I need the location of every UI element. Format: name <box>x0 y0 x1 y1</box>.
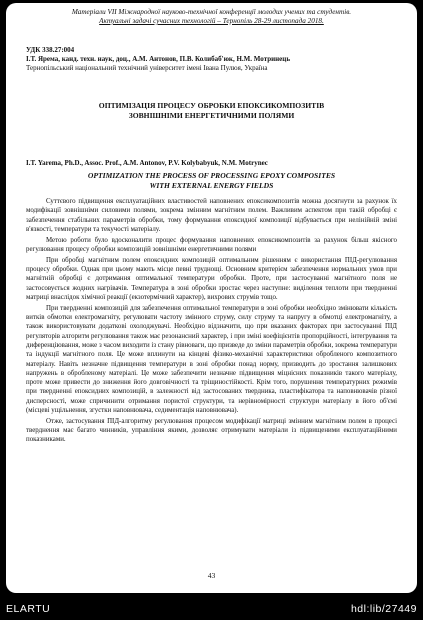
paragraph: Отже, застосування ПІД-алгоритму регулювання процесом модифікації матриці змінним магнітним полем в процесі тверднення має багато чинників, управління якими, дозволяє отримувати матеріали із підвищеними експлуатаційними показниками. <box>26 417 397 444</box>
header-line-2: Актуальні задачі сучасних технологій – Тернопіль 28-29 листопада 2018. <box>99 17 324 25</box>
repository-footer <box>0 600 423 620</box>
authors-en: I.T. Yarema, Ph.D., Assoc. Prof., A.M. Antonov, P.V. Kolybabyuk, N.M. Motrynec <box>26 159 268 167</box>
repository-name: ELARTU <box>6 603 51 615</box>
page-number: 43 <box>207 571 216 580</box>
header-line-1: Матеріали VII Міжнародної науково-технічної конференції молодих учених та студентів. <box>71 8 352 16</box>
title-uk: ОПТИМІЗАЦІЯ ПРОЦЕСУ ОБРОБКИ ЕПОКСИКОМПОЗИТІВ ЗОВНІШНІМИ ЕНЕРГЕТИЧНИМИ ПОЛЯМИ <box>98 101 325 120</box>
affiliation: Тернопільський національний технічний університет імені Івана Пулюя, Україна <box>26 64 268 73</box>
article-body <box>26 197 397 446</box>
document-page <box>6 3 417 593</box>
authors-uk: І.Т. Ярема, канд. техн. наук, доц., А.М. Антонов, П.В. Колибаб'юк, Н.М. Мотринець <box>26 55 291 64</box>
handle-id: hdl:lib/27449 <box>350 603 417 615</box>
running-header <box>26 8 397 26</box>
paragraph: Метою роботи було вдосконалити процес формування наповнених епоксикомпозитів за рахунок більш якісного регулювання процесу обробки композицій зовнішніми енергетичними полями <box>26 236 397 253</box>
paragraph: Суттєвого підвищення експлуатаційних властивостей наповнених епоксикомпозитів можна досягнути за рахунок їх модифікації зовнішніми силовими полями, зокрема змінним магнітним полем. Важливим аспектом при такій обробці є забезпечення стабільних параметрів обробки, тому формування епоксидної композиції відбувається при нелінійній зміні в'язкості, температури та текучості матеріалу. <box>26 198 397 233</box>
title-en: OPTIMIZATION THE PROCESS OF PROCESSING EPOXY COMPOSITES WITH EXTERNAL ENERGY FIELDS <box>87 171 336 190</box>
paragraph: При твердненні композицій для забезпечення оптимальної температури в зоні обробки необхідно змінювати кількість витків обмотки електромагніту, регулювати частоту змінного струму, силу струму та напругу в обмотці електромагніту, а також використовувати додаткові охолоджувачі. Необхідно відзначити, що при вказаних факторах при застосуванні ПІД регуляторів алгоритм регулювання також має резонансний характер, і при зміні коефіцієнтів пропорційності, інтегрування та диференціювання, може з часом виходити із стану рівноваги, що призведе до зміни параметрів обробки, зокрема температури та індукції магнітного поля. Це може вплинути на кінцеві фізико-механічні характеристики обробленого композитного матеріалу. Навіть незначне підвищення температури в зоні обробки понад норму, призводить до зростання залишкових напружень в обробленому матеріалі. Це може забезпечити незначне підвищення міцнісних показників такого матеріалу, проте може привести до зниження його довговічності та тріщиностійкості. Крім того, порушення температурних режимів при твердненні епоксидних композицій, в залежності від застосованих твердника, пластифікатора та наповнювачів різної дисперсності, може спричинити отримання пористої структури, та нерівномірності структури матеріалу в його об'ємі (місцеві ущільнення, згустки наповнювача, седиментація наповнювача). <box>26 304 397 415</box>
article-meta <box>26 46 397 74</box>
udc-code: УДК 338.27:004 <box>26 46 75 54</box>
paragraph: При обробці магнітним полем епоксидних композицій оптимальним рішенням є використання ПІД-регулювання процесу обробки. Однак при цьому мають місце певні труднощі. Основним критерієм забезпечення нормальних умов при магнітній обробці є дотримання оптимальної температури обробки. Проте, при застосуванні магнітного поля не застосовується жодних нагрівачів. Температура в зоні обробки зростає через наступне: виділення теплоти при твердненні матриці внаслідок хімічної реакції (екзотермічний характер), вихрових струмів тощо. <box>26 256 397 301</box>
